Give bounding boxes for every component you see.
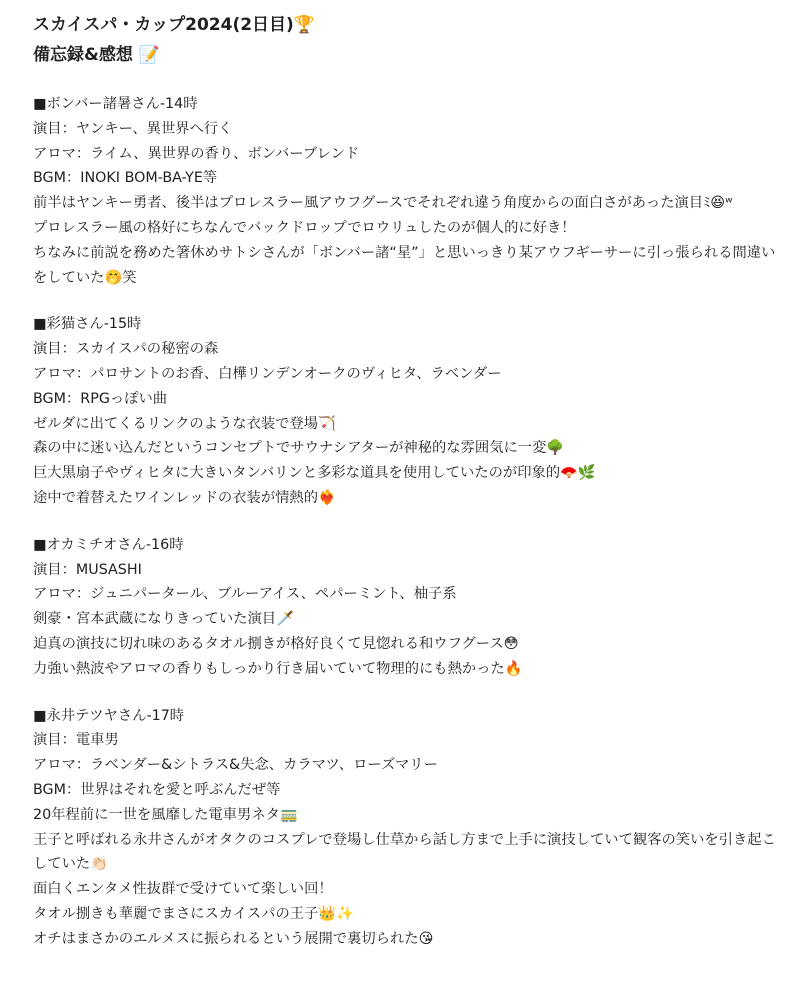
bgm-line: BGM：RPGっぽい曲 (33, 390, 168, 407)
program-line: 演目：電車男 (33, 732, 119, 749)
comment-line: プロレスラー風の格好にちなんでバックドロップでロウリュしたのが個人的に好き！ (33, 219, 576, 236)
aroma-line: アロマ：ジュニパータール、ブルーアイス、ペパーミント、柚子系 (33, 586, 457, 603)
bgm-line: BGM：INOKI BOM-BA-YE等 (33, 170, 218, 187)
comment-line: 面白くエンタメ性抜群で受けていて楽しい回！ (33, 881, 333, 898)
aroma-line: アロマ：ライム、異世界の香り、ボンバーブレンド (33, 145, 360, 162)
comment-line: ちなみに前説を務めた箸休めサトシさんが「ボンバー諸“星”」と思いっきり某アウフギーサーに引っ張られる間違いをしていた🤭笑 (33, 244, 776, 286)
performance-section (33, 704, 780, 952)
performance-section (33, 312, 780, 510)
comment-line: 20年程前に一世を風靡した電車男ネタ🚃 (33, 806, 298, 823)
program-line: 演目：MUSASHI (33, 561, 142, 578)
comment-line: 力強い熱波やアロマの香りもしっかり行き届いていて物理的にも熱かった🔥 (33, 660, 523, 677)
comment-line: 前半はヤンキー勇者、後半はプロレスラー風アウフグースでそれぞれ違う角度からの面白さがあった演目ﾐ😆ʷ (33, 195, 733, 212)
aroma-line: アロマ：ラベンダー&シトラス&失念、カラマツ、ローズマリー (33, 757, 438, 774)
aroma-line: アロマ：パロサントのお香、白樺リンデンオークのヴィヒタ、ラベンダー (33, 365, 502, 382)
comment-line: 剣豪・宮本武蔵になりきっていた演目🗡️ (33, 611, 294, 628)
program-line: 演目：スカイスパの秘密の森 (33, 341, 219, 358)
section-heading: ■彩猫さん-15時 (33, 316, 142, 333)
program-line: 演目：ヤンキー、異世界へ行く (33, 120, 233, 137)
memo-header (33, 10, 780, 70)
performance-section (33, 92, 780, 290)
comment-line: 途中で着替えたワインレッドの衣装が情熱的❤️‍🔥 (33, 489, 336, 506)
comment-line: タオル捌きも華麗でまさにスカイスパの王子👑✨ (33, 905, 354, 922)
comment-line: 迫真の演技に切れ味のあるタオル捌きが格好良くて見惚れる和ウフグース😳 (33, 635, 519, 652)
comment-line: オチはまさかのエルメスに振られるという展開で裏切られた😘 (33, 930, 434, 947)
page-subtitle: 備忘録&感想 📝 (33, 45, 160, 65)
comment-line: ゼルダに出てくるリンクのような衣装で登場🏹 (33, 415, 336, 432)
comment-line: 王子と呼ばれる永井さんがオタクのコスプレで登場し仕草から話し方まで上手に演技していて観客の笑いを引き起こしていた👏🏻 (33, 831, 776, 873)
section-heading: ■永井テツヤさん-17時 (33, 707, 185, 724)
comment-line: 森の中に迷い込んだというコンセプトでサウナシアターが神秘的な雰囲気に一変🌳 (33, 440, 565, 457)
section-heading: ■オカミチオさん-16時 (33, 536, 184, 553)
comment-line: 巨大黒扇子やヴィヒタに大きいタンバリンと多彩な道具を使用していたのが印象的🪭🌿 (33, 465, 596, 482)
section-heading: ■ボンバー諸暑さん-14時 (33, 96, 198, 112)
page-title: スカイスパ・カップ2024(2日目)🏆 (33, 15, 315, 35)
performance-section (33, 533, 780, 682)
bgm-line: BGM：世界はそれを愛と呼ぶんだぜ等 (33, 781, 281, 798)
